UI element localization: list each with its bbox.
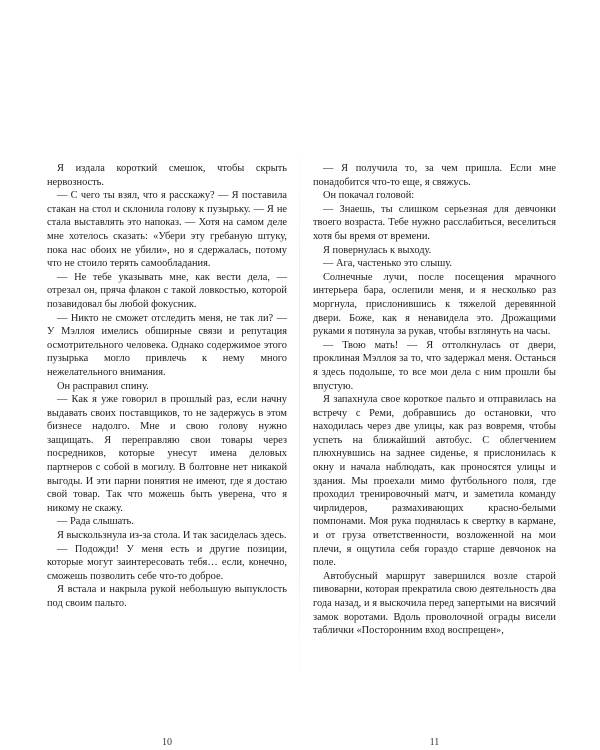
paragraph: — Знаешь, ты слишком серьезная для девчонки твоего возраста. Тебе нужно расслабиться, веселиться хотя бы время от времени. [313,203,556,242]
page-fold [299,138,300,690]
paragraph: — Ага, частенько это слышу. [323,258,452,270]
paragraph: Я повернулась к выходу. [323,244,432,256]
paragraph: — Не тебе указывать мне, как вести дела, — отрезал он, пряча флакон с такой ловкостью, которой позавидовал бы любой фокусник. [47,271,287,310]
paragraph: — Никто не сможет отследить меня, не так ли? — У Мэллоя имелись обширные связи и репутация осмотрительного человека. Однако содержимое этого пузырька могло привлечь к нему много нежелательного внимания. [47,312,287,378]
paragraph: — Подожди! У меня есть и другие позиции, которые могут заинтересовать тебя… если, конечно, сможешь позволить себе что-то доброе. [47,543,287,582]
left-page [47,162,287,748]
paragraph: Я издала короткий смешок, чтобы скрыть нервозность. [47,163,287,188]
page-number: 11 [429,737,440,748]
paragraph: Солнечные лучи, после посещения мрачного интерьера бара, ослепили меня, и я несколько раз моргнула, прислонившись к тяжелой деревянной двери. Боже, как я ненавидела это. Дрожащими руками я потянула за рукав, чтобы взглянуть на часы. [313,271,556,338]
paragraph: — Рада слышать. [57,516,134,528]
right-page-text [313,162,556,637]
paragraph: — Твою мать! — Я оттолкнулась от двери, проклиная Мэллоя за то, что задержал меня. Останься я здесь подольше, то все мои дела с ним прошли бы впустую. [313,339,556,392]
paragraph: Он покачал головой: [323,190,415,202]
page-number: 10 [162,737,172,748]
paragraph: — Я получила то, за чем пришла. Если мне понадобится что-то еще, я свяжусь. [313,163,556,188]
paragraph: — С чего ты взял, что я расскажу? — Я поставила стакан на стол и склонила голову к пузырьку. — Я не стала выставлять это напоказ. — Хотя на самом деле мне хотелось сказать: «Убери эту гребаную штуку, пока нас обоих не убили», но я сдержалась, потому что не стоило терять самообладания. [47,190,287,270]
paragraph: Я встала и накрыла рукой небольшую выпуклость под своим пальто. [47,584,287,609]
left-page-text [47,162,287,609]
paragraph: — Как я уже говорил в прошлый раз, если начну выдавать своих поставщиков, то не задержусь в этом бизнесе надолго. Мне и свою голову нужно защищать. Я переправляю свои товары через посредников, которые унесут имена деловых партнеров с собой в могилу. В болтовне нет никакой выгоды. И эти парни понятия не имеют, где я достаю свой товар. Так что можешь быть уверена, что я никому не скажу. [47,394,287,514]
paragraph: Автобусный маршрут завершился возле старой пивоварни, которая прекратила свою деятельность два года назад, и я выскочила перед запертыми на висячий замок воротами. Вдоль проволочной ограды висели таблички «Посторонним вход воспрещен», [313,570,556,637]
paragraph: Я запахнула свое короткое пальто и отправилась на встречу с Реми, добравшись до остановки, что находилась через две улицы, как раз вовремя, чтобы успеть на ближайший автобус. С облегчением плюхнувшись на заднее сиденье, я прислонилась к окну и начала наблюдать, как проносятся улицы и здания. Мы проехали мимо футбольного поля, где проходил тренировочный матч, и заметила команду чирлидеров, размахивающих красно-белыми помпонами. Моя рука поднялась к свертку в кармане, и от груза ответственности, возложенной на мои плечи, я ощутила себя гораздо старше девчонок на поле. [313,394,556,569]
paragraph: Он расправил спину. [57,380,149,392]
paragraph: Я выскользнула из-за стола. И так засиделась здесь. [57,530,287,542]
right-page [313,162,556,748]
